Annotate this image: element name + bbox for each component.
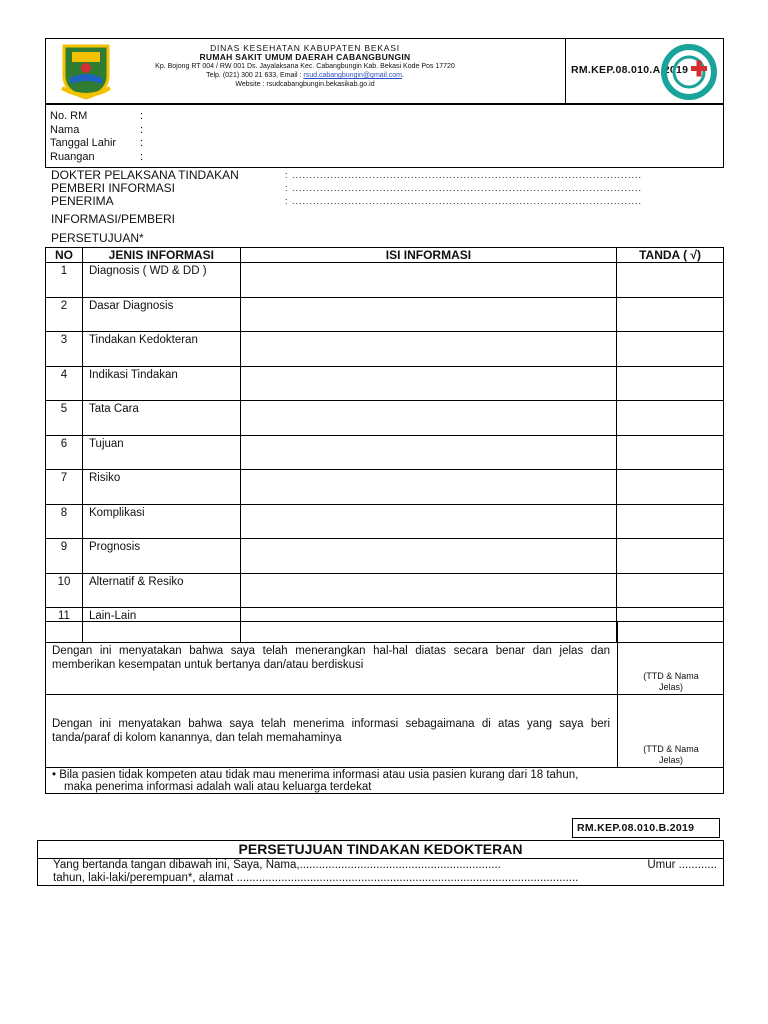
table-row: 3 Tindakan Kedokteran (46, 332, 724, 367)
field-nama: Nama : (50, 123, 144, 136)
isi-cell[interactable] (240, 470, 616, 505)
information-table (45, 247, 724, 643)
label-informasi-pemberi: INFORMASI/PEMBERI (51, 212, 176, 226)
field-no-rm: No. RM : (50, 110, 144, 122)
table-header-row (46, 248, 724, 263)
hospital-address: Kp. Bojong RT 004 / RW 001 Ds. Jayalaksana Kec. Cabangbungin Kab. Bekasi Kode Pos 17720 (155, 63, 455, 70)
dots-pemberi: : .................................................................................................... (285, 183, 643, 193)
form-code-a: RM.KEP.08.010.A.2019 (571, 64, 689, 76)
label-dokter: DOKTER PELAKSANA TINDAKAN (51, 168, 239, 182)
patient-fields (50, 110, 143, 164)
isi-cell[interactable] (240, 401, 616, 436)
dots-penerima: : .................................................................................................... (285, 196, 643, 206)
tanda-cell[interactable] (617, 366, 724, 401)
label-penerima: PENERIMA (51, 194, 114, 208)
header-tanda: TANDA ( √) (617, 248, 724, 263)
label-persetujuan: PERSETUJUAN* (51, 231, 144, 245)
table-row: 6 Tujuan (46, 435, 724, 470)
ttd-1-label: (TTD & Nama Jelas) (643, 671, 699, 692)
isi-cell[interactable] (240, 366, 616, 401)
statement-2-text: Dengan ini menyatakan bahwa saya telah menerima informasi sebagaimana di atas yang saya beri tanda/paraf di kolom kanannya, dan telah memahaminya (52, 718, 610, 744)
hospital-email-link[interactable]: rsud.cabangbungin@gmail.com (303, 72, 402, 79)
header-divider (565, 38, 566, 104)
isi-cell[interactable] (240, 332, 616, 367)
patient-box (45, 104, 724, 168)
header-no: NO (46, 248, 83, 263)
header-jenis: JENIS INFORMASI (82, 248, 240, 263)
table-row: 9 Prognosis (46, 539, 724, 574)
isi-cell[interactable] (240, 539, 616, 574)
isi-cell[interactable] (240, 263, 616, 298)
hospital-circle-logo-icon (656, 42, 722, 102)
tanda-cell[interactable] (617, 401, 724, 436)
tanda-cell[interactable] (617, 539, 724, 574)
agency-name: DINAS KESEHATAN KABUPATEN BEKASI (210, 43, 400, 53)
note-line-2: maka penerima informasi adalah wali atau keluarga terdekat (64, 781, 372, 793)
table-row: 7 Risiko (46, 470, 724, 505)
hospital-contact: Telp. (021) 300 21 633, Email : rsud.cabangbungin@gmail.com. (206, 72, 404, 79)
tanda-cell[interactable] (617, 263, 724, 298)
hospital-website: Website : rsudcabangbungin.bekasikab.go.id (235, 81, 375, 88)
ttd-2-label: (TTD & Nama Jelas) (643, 744, 699, 765)
tanda-cell[interactable] (617, 470, 724, 505)
hospital-phone: Telp. (021) 300 21 633, Email : (206, 72, 302, 79)
isi-cell[interactable] (240, 435, 616, 470)
table-row: 4 Indikasi Tindakan (46, 366, 724, 401)
note-line-1: • Bila pasien tidak kompeten atau tidak mau menerima informasi atau usia pasien kurang dari 18 tahun, (52, 769, 579, 781)
isi-cell[interactable] (240, 297, 616, 332)
consent-line-1: Yang bertanda tangan dibawah ini, Saya, Nama,............................................................... Umur ............ (53, 859, 717, 871)
tanda-cell[interactable] (617, 332, 724, 367)
dots-dokter: : .................................................................................................... (285, 170, 643, 180)
header-isi: ISI INFORMASI (240, 248, 616, 263)
tanda-cell[interactable] (617, 297, 724, 332)
table-row: 2 Dasar Diagnosis (46, 297, 724, 332)
isi-cell[interactable] (240, 573, 616, 608)
table-row: 1 Diagnosis ( WD & DD ) (46, 263, 724, 298)
header-text (90, 44, 520, 89)
tanda-cell[interactable] (617, 573, 724, 608)
tanda-cell[interactable] (617, 435, 724, 470)
consent-line-2: tahun, laki-laki/perempuan*, alamat ........................................................................................................... (53, 872, 579, 884)
consent-title: PERSETUJUAN TINDAKAN KEDOKTERAN (238, 841, 523, 857)
table-row: 8 Komplikasi (46, 504, 724, 539)
hospital-name: RUMAH SAKIT UMUM DAERAH CABANGBUNGIN (199, 52, 411, 62)
label-pemberi: PEMBERI INFORMASI (51, 181, 176, 195)
form-code-b: RM.KEP.08.010.B.2019 (577, 822, 695, 834)
statement-1-text: Dengan ini menyatakan bahwa saya telah menerangkan hal-hal diatas secara benar dan jelas dan memberikan kesempatan untuk bertanya dan/atau berdiskusi (52, 645, 610, 671)
field-tanggal-lahir: Tanggal Lahir : (50, 137, 144, 149)
tanda-cell[interactable] (617, 504, 724, 539)
field-ruangan: Ruangan : (50, 150, 144, 163)
table-row: 10 Alternatif & Resiko (46, 573, 724, 608)
isi-cell[interactable] (240, 504, 616, 539)
table-row: 11 Lain-Lain (46, 608, 724, 643)
table-row: 5 Tata Cara (46, 401, 724, 436)
